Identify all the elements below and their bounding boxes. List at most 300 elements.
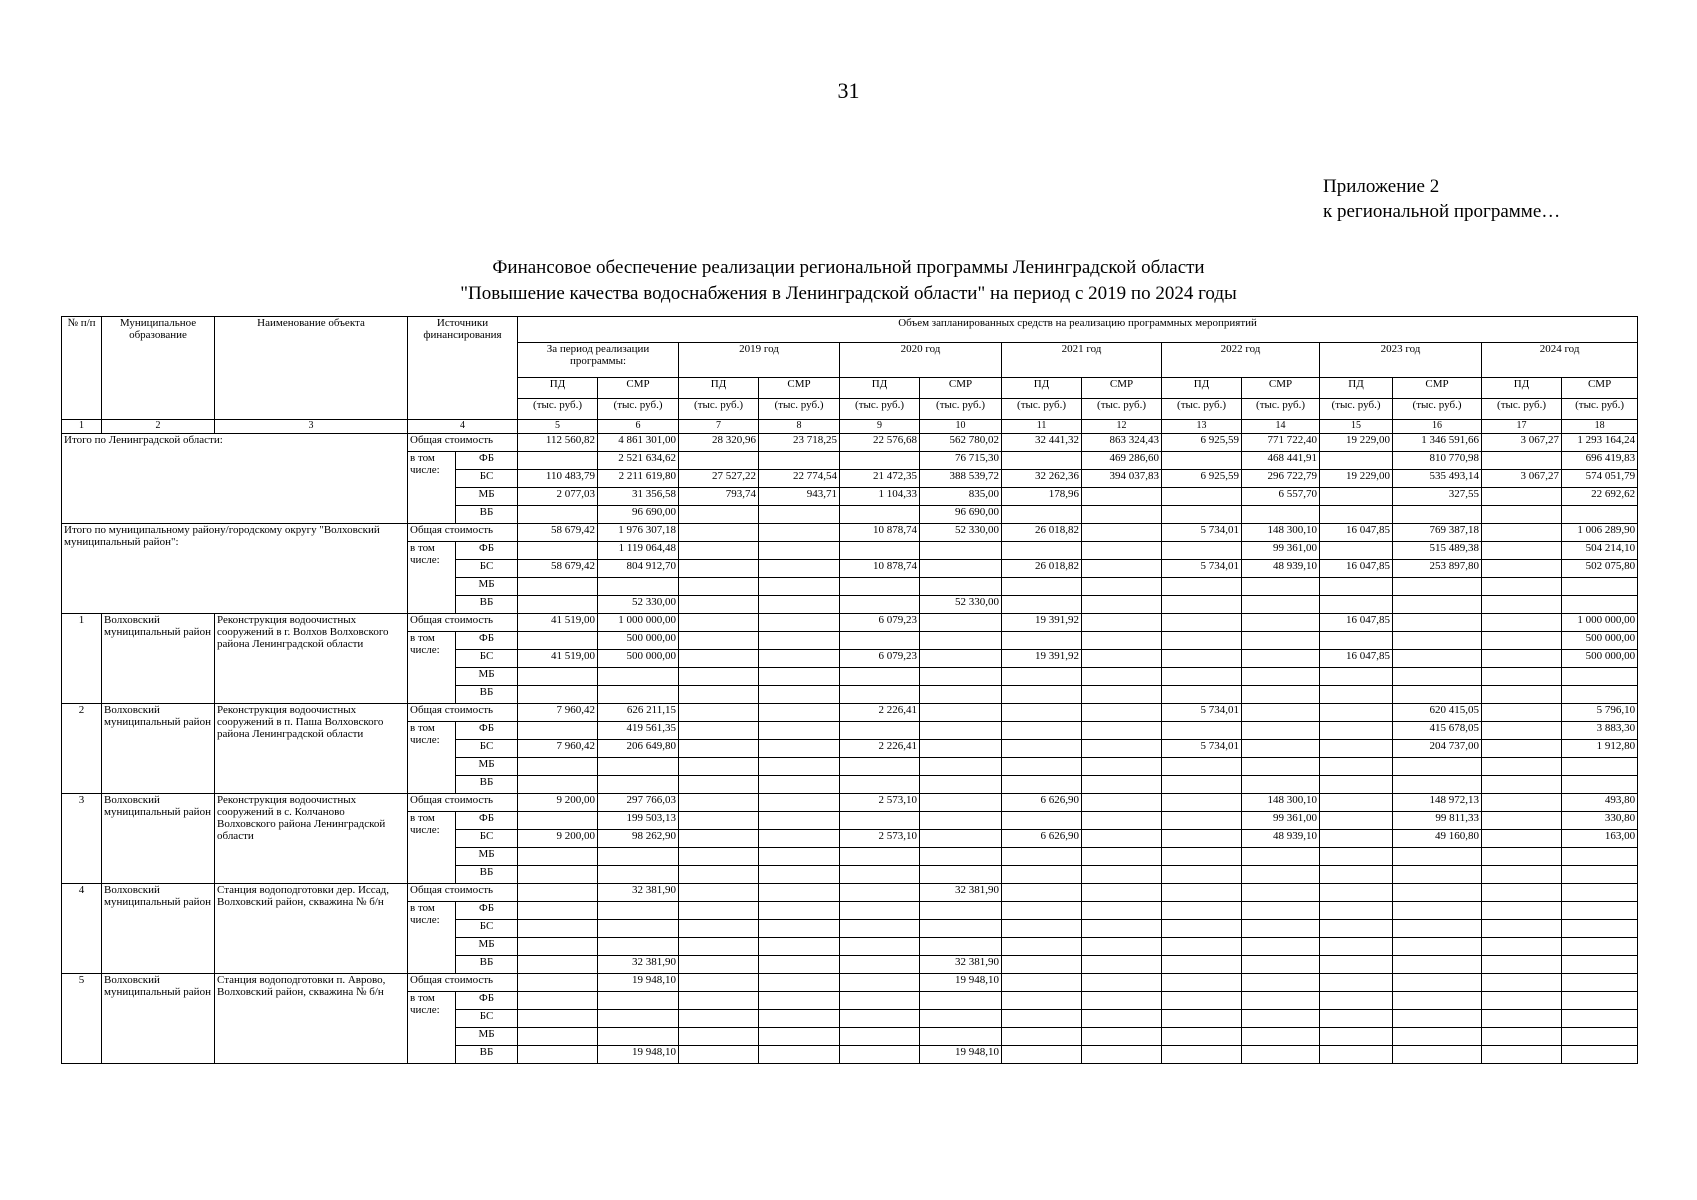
value-cell	[1482, 506, 1562, 524]
value-cell	[759, 722, 840, 740]
value-cell	[1082, 632, 1162, 650]
value-cell	[1242, 902, 1320, 920]
value-cell	[679, 992, 759, 1010]
value-cell	[840, 452, 920, 470]
value-cell: 23 718,25	[759, 434, 840, 452]
value-cell	[1320, 632, 1393, 650]
value-cell	[1002, 848, 1082, 866]
in-that-label: в том числе:	[408, 812, 456, 884]
value-cell	[679, 776, 759, 794]
value-cell	[1393, 506, 1482, 524]
value-cell: 6 925,59	[1162, 470, 1242, 488]
value-cell	[1562, 686, 1638, 704]
object-cell: Реконструкция водоочистных сооружений в с. Колчаново Волховского района Ленинградской области	[215, 794, 408, 884]
value-cell	[840, 1028, 920, 1046]
value-cell	[1482, 704, 1562, 722]
value-cell	[1162, 758, 1242, 776]
value-cell	[920, 812, 1002, 830]
value-cell: 574 051,79	[1562, 470, 1638, 488]
value-cell	[1002, 1010, 1082, 1028]
value-cell	[1562, 938, 1638, 956]
value-cell: 16 047,85	[1320, 560, 1393, 578]
value-cell: 16 047,85	[1320, 650, 1393, 668]
period-header: 2019 год	[679, 343, 840, 378]
value-cell	[679, 902, 759, 920]
unit-label: (тыс. руб.)	[920, 399, 1002, 420]
value-cell: 468 441,91	[1242, 452, 1320, 470]
value-cell	[679, 668, 759, 686]
value-cell: 419 561,35	[598, 722, 679, 740]
summary-label: Итого по Ленинградской области:	[62, 434, 408, 524]
value-cell: 2 573,10	[840, 794, 920, 812]
value-cell	[1393, 1010, 1482, 1028]
value-cell	[1482, 884, 1562, 902]
value-cell: 21 472,35	[840, 470, 920, 488]
value-cell	[1082, 848, 1162, 866]
value-cell	[1002, 884, 1082, 902]
value-cell	[1162, 668, 1242, 686]
value-cell	[1320, 812, 1393, 830]
value-cell	[1242, 848, 1320, 866]
value-cell	[1482, 920, 1562, 938]
value-cell	[1162, 812, 1242, 830]
value-cell	[1482, 758, 1562, 776]
value-cell	[1162, 938, 1242, 956]
value-cell	[759, 668, 840, 686]
value-cell	[840, 632, 920, 650]
value-cell: 5 734,01	[1162, 740, 1242, 758]
value-cell	[1482, 740, 1562, 758]
column-number: 1	[62, 420, 102, 434]
value-cell: 32 381,90	[598, 956, 679, 974]
value-cell: 3 067,27	[1482, 470, 1562, 488]
source-label: МБ	[456, 1028, 518, 1046]
value-cell	[1242, 920, 1320, 938]
value-cell	[920, 722, 1002, 740]
value-cell	[598, 938, 679, 956]
in-that-label: в том числе:	[408, 992, 456, 1064]
in-that-label: в том числе:	[408, 542, 456, 614]
value-cell: 327,55	[1393, 488, 1482, 506]
value-cell	[920, 668, 1002, 686]
value-cell	[518, 578, 598, 596]
value-cell	[920, 776, 1002, 794]
value-cell: 5 796,10	[1562, 704, 1638, 722]
value-cell	[920, 848, 1002, 866]
value-cell	[1082, 560, 1162, 578]
value-cell	[598, 902, 679, 920]
column-number: 18	[1562, 420, 1638, 434]
value-cell	[1082, 596, 1162, 614]
value-cell	[518, 1028, 598, 1046]
value-cell	[679, 1046, 759, 1064]
value-cell	[1562, 920, 1638, 938]
value-cell	[598, 686, 679, 704]
value-cell	[679, 884, 759, 902]
value-cell	[1320, 776, 1393, 794]
value-cell	[1002, 686, 1082, 704]
value-cell	[518, 812, 598, 830]
value-cell	[759, 650, 840, 668]
value-cell	[1082, 956, 1162, 974]
value-cell	[1482, 560, 1562, 578]
value-cell	[1082, 830, 1162, 848]
value-cell	[920, 578, 1002, 596]
value-cell	[679, 1028, 759, 1046]
value-cell: 500 000,00	[598, 650, 679, 668]
value-cell	[1242, 722, 1320, 740]
unit-label: (тыс. руб.)	[1002, 399, 1082, 420]
value-cell	[679, 974, 759, 992]
value-cell: 22 774,54	[759, 470, 840, 488]
value-cell: 500 000,00	[1562, 632, 1638, 650]
value-cell	[1162, 974, 1242, 992]
value-cell	[518, 776, 598, 794]
value-cell	[1562, 668, 1638, 686]
value-cell: 10 878,74	[840, 560, 920, 578]
value-cell	[1482, 524, 1562, 542]
value-cell	[1242, 776, 1320, 794]
row-number: 4	[62, 884, 102, 974]
value-cell	[1393, 1028, 1482, 1046]
value-cell	[518, 884, 598, 902]
column-number: 7	[679, 420, 759, 434]
value-cell	[1082, 866, 1162, 884]
value-cell	[518, 542, 598, 560]
value-cell	[920, 560, 1002, 578]
value-cell: 7 960,42	[518, 740, 598, 758]
value-cell	[920, 614, 1002, 632]
value-cell	[920, 650, 1002, 668]
value-cell	[1482, 794, 1562, 812]
value-cell	[1562, 758, 1638, 776]
value-cell	[1320, 542, 1393, 560]
column-number: 17	[1482, 420, 1562, 434]
unit-label: (тыс. руб.)	[1482, 399, 1562, 420]
value-cell: 16 047,85	[1320, 614, 1393, 632]
value-cell: 49 160,80	[1393, 830, 1482, 848]
unit-label: (тыс. руб.)	[679, 399, 759, 420]
value-cell: 19 391,92	[1002, 650, 1082, 668]
value-cell	[679, 542, 759, 560]
source-label: БС	[456, 650, 518, 668]
value-cell	[1162, 632, 1242, 650]
value-cell	[1162, 578, 1242, 596]
value-cell	[518, 668, 598, 686]
value-cell: 178,96	[1002, 488, 1082, 506]
value-cell	[1393, 956, 1482, 974]
value-cell	[840, 722, 920, 740]
value-cell	[759, 830, 840, 848]
unit-label: (тыс. руб.)	[840, 399, 920, 420]
value-cell	[679, 452, 759, 470]
value-cell	[1082, 992, 1162, 1010]
value-cell	[1393, 650, 1482, 668]
value-cell	[1082, 776, 1162, 794]
value-cell	[679, 830, 759, 848]
value-cell	[759, 542, 840, 560]
value-cell	[1082, 722, 1162, 740]
value-cell	[1482, 452, 1562, 470]
value-cell	[598, 1010, 679, 1028]
value-cell: 504 214,10	[1562, 542, 1638, 560]
value-cell	[598, 578, 679, 596]
value-cell	[1482, 866, 1562, 884]
column-number: 11	[1002, 420, 1082, 434]
source-label: ФБ	[456, 992, 518, 1010]
row-number: 1	[62, 614, 102, 704]
smr-header: СМР	[1393, 378, 1482, 399]
value-cell	[1002, 704, 1082, 722]
value-cell	[1393, 848, 1482, 866]
value-cell: 32 381,90	[598, 884, 679, 902]
value-cell: 388 539,72	[920, 470, 1002, 488]
object-cell: Станция водоподготовки дер. Иссад, Волховский район, скважина № б/н	[215, 884, 408, 974]
value-cell	[759, 992, 840, 1010]
value-cell	[1482, 956, 1562, 974]
total-cost-label: Общая стоимость	[408, 794, 518, 812]
value-cell	[679, 722, 759, 740]
value-cell	[920, 758, 1002, 776]
value-cell	[1320, 740, 1393, 758]
value-cell	[1002, 938, 1082, 956]
value-cell: 2 226,41	[840, 704, 920, 722]
pd-header: ПД	[518, 378, 598, 399]
value-cell	[1393, 596, 1482, 614]
value-cell	[1002, 668, 1082, 686]
value-cell	[759, 632, 840, 650]
value-cell	[1002, 956, 1082, 974]
value-cell	[840, 812, 920, 830]
value-cell: 48 939,10	[1242, 560, 1320, 578]
value-cell	[759, 1046, 840, 1064]
value-cell	[518, 452, 598, 470]
value-cell	[1320, 920, 1393, 938]
value-cell	[1393, 686, 1482, 704]
value-cell	[840, 578, 920, 596]
value-cell	[1482, 614, 1562, 632]
value-cell	[840, 848, 920, 866]
value-cell	[1002, 1046, 1082, 1064]
smr-header: СМР	[1082, 378, 1162, 399]
source-label: ФБ	[456, 452, 518, 470]
value-cell	[1393, 920, 1482, 938]
unit-label: (тыс. руб.)	[1562, 399, 1638, 420]
municipality-cell: Волховский муниципальный район	[102, 704, 215, 794]
value-cell	[518, 974, 598, 992]
value-cell	[840, 776, 920, 794]
column-number: 15	[1320, 420, 1393, 434]
value-cell	[759, 866, 840, 884]
value-cell	[518, 758, 598, 776]
value-cell	[759, 1010, 840, 1028]
value-cell	[1482, 938, 1562, 956]
value-cell	[518, 920, 598, 938]
value-cell: 297 766,03	[598, 794, 679, 812]
value-cell: 76 715,30	[920, 452, 1002, 470]
value-cell: 98 262,90	[598, 830, 679, 848]
value-cell: 99 811,33	[1393, 812, 1482, 830]
value-cell	[1242, 668, 1320, 686]
value-cell: 2 077,03	[518, 488, 598, 506]
value-cell	[759, 938, 840, 956]
value-cell: 48 939,10	[1242, 830, 1320, 848]
in-that-label: в том числе:	[408, 632, 456, 704]
value-cell	[840, 884, 920, 902]
period-header: 2020 год	[840, 343, 1002, 378]
value-cell: 296 722,79	[1242, 470, 1320, 488]
value-cell	[1320, 1010, 1393, 1028]
value-cell	[1320, 938, 1393, 956]
value-cell	[518, 632, 598, 650]
value-cell	[1162, 830, 1242, 848]
value-cell	[1320, 974, 1393, 992]
value-cell	[1002, 506, 1082, 524]
value-cell: 493,80	[1562, 794, 1638, 812]
value-cell	[1562, 776, 1638, 794]
total-cost-label: Общая стоимость	[408, 524, 518, 542]
value-cell	[1162, 866, 1242, 884]
value-cell	[1482, 830, 1562, 848]
appendix-note	[1323, 174, 1560, 224]
value-cell: 22 692,62	[1562, 488, 1638, 506]
value-cell: 112 560,82	[518, 434, 598, 452]
value-cell	[1002, 452, 1082, 470]
value-cell	[518, 956, 598, 974]
value-cell	[1162, 902, 1242, 920]
value-cell	[840, 956, 920, 974]
value-cell	[1002, 740, 1082, 758]
value-cell	[840, 542, 920, 560]
period-header: 2024 год	[1482, 343, 1638, 378]
value-cell: 26 018,82	[1002, 560, 1082, 578]
value-cell	[518, 992, 598, 1010]
value-cell	[759, 974, 840, 992]
value-cell	[1320, 704, 1393, 722]
value-cell	[1082, 704, 1162, 722]
value-cell	[1002, 1028, 1082, 1046]
value-cell	[759, 596, 840, 614]
value-cell: 6 557,70	[1242, 488, 1320, 506]
value-cell	[759, 740, 840, 758]
value-cell	[518, 722, 598, 740]
value-cell	[840, 866, 920, 884]
value-cell	[598, 920, 679, 938]
value-cell	[1562, 974, 1638, 992]
value-cell	[759, 524, 840, 542]
value-cell: 793,74	[679, 488, 759, 506]
value-cell	[598, 1028, 679, 1046]
value-cell	[1002, 596, 1082, 614]
value-cell: 5 734,01	[1162, 524, 1242, 542]
value-cell	[679, 938, 759, 956]
value-cell	[679, 686, 759, 704]
value-cell	[1320, 686, 1393, 704]
value-cell: 2 211 619,80	[598, 470, 679, 488]
value-cell: 469 286,60	[1082, 452, 1162, 470]
source-label: ФБ	[456, 722, 518, 740]
value-cell	[1320, 452, 1393, 470]
value-cell	[1562, 578, 1638, 596]
value-cell	[759, 560, 840, 578]
value-cell	[1482, 668, 1562, 686]
value-cell	[1242, 992, 1320, 1010]
value-cell: 199 503,13	[598, 812, 679, 830]
value-cell: 500 000,00	[1562, 650, 1638, 668]
value-cell	[1320, 794, 1393, 812]
value-cell	[1562, 848, 1638, 866]
value-cell	[920, 1010, 1002, 1028]
value-cell: 6 079,23	[840, 614, 920, 632]
value-cell	[1393, 758, 1482, 776]
header-object: Наименование объекта	[215, 317, 408, 420]
pd-header: ПД	[679, 378, 759, 399]
value-cell: 810 770,98	[1393, 452, 1482, 470]
value-cell: 1 976 307,18	[598, 524, 679, 542]
value-cell	[1482, 488, 1562, 506]
source-label: МБ	[456, 668, 518, 686]
value-cell	[1162, 992, 1242, 1010]
object-cell: Станция водоподготовки п. Аврово, Волховский район, скважина № б/н	[215, 974, 408, 1064]
value-cell	[679, 758, 759, 776]
value-cell: 3 883,30	[1562, 722, 1638, 740]
value-cell	[920, 830, 1002, 848]
value-cell	[759, 902, 840, 920]
unit-label: (тыс. руб.)	[518, 399, 598, 420]
value-cell	[1002, 866, 1082, 884]
value-cell: 2 521 634,62	[598, 452, 679, 470]
value-cell	[679, 848, 759, 866]
value-cell: 41 519,00	[518, 650, 598, 668]
column-number: 14	[1242, 420, 1320, 434]
column-number: 4	[408, 420, 518, 434]
header-sources: Источники финансирования	[408, 317, 518, 420]
value-cell: 7 960,42	[518, 704, 598, 722]
value-cell	[1562, 506, 1638, 524]
value-cell: 99 361,00	[1242, 542, 1320, 560]
column-number: 13	[1162, 420, 1242, 434]
source-label: ВБ	[456, 686, 518, 704]
source-label: БС	[456, 560, 518, 578]
value-cell	[759, 614, 840, 632]
value-cell	[920, 704, 1002, 722]
value-cell	[759, 1028, 840, 1046]
value-cell	[1162, 776, 1242, 794]
value-cell	[1002, 992, 1082, 1010]
value-cell	[840, 1046, 920, 1064]
source-label: МБ	[456, 488, 518, 506]
value-cell	[1082, 1046, 1162, 1064]
value-cell	[1393, 974, 1482, 992]
value-cell	[1082, 974, 1162, 992]
value-cell	[1082, 650, 1162, 668]
value-cell: 28 320,96	[679, 434, 759, 452]
value-cell	[920, 542, 1002, 560]
value-cell	[1482, 974, 1562, 992]
value-cell	[1242, 758, 1320, 776]
value-cell	[1162, 794, 1242, 812]
total-cost-label: Общая стоимость	[408, 434, 518, 452]
period-header: 2023 год	[1320, 343, 1482, 378]
value-cell	[840, 920, 920, 938]
value-cell	[1162, 848, 1242, 866]
value-cell	[1082, 488, 1162, 506]
value-cell: 330,80	[1562, 812, 1638, 830]
value-cell	[1082, 686, 1162, 704]
value-cell	[598, 992, 679, 1010]
unit-label: (тыс. руб.)	[1320, 399, 1393, 420]
value-cell	[1482, 992, 1562, 1010]
